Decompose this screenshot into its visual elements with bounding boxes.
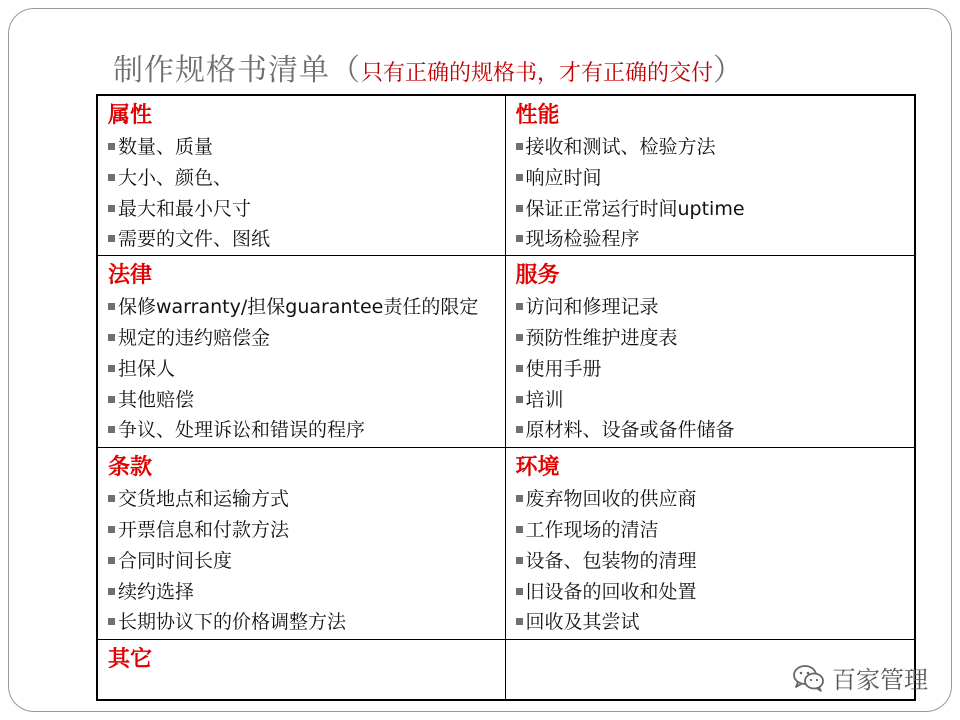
section-cell: [505, 95, 915, 256]
list-item-text: 担保人: [118, 357, 176, 380]
list-item-text: 保修warranty/担保guarantee责任的限定: [118, 296, 479, 319]
square-bullet-icon: [516, 618, 523, 625]
list-item: [108, 577, 505, 608]
square-bullet-icon: [516, 426, 523, 433]
square-bullet-icon: [108, 396, 115, 403]
section-heading: 服务: [515, 263, 560, 289]
list-item-text: 交货地点和运输方式: [118, 488, 290, 511]
square-bullet-icon: [516, 365, 523, 372]
title-close-paren: ）: [713, 53, 745, 88]
square-bullet-icon: [108, 588, 115, 595]
section-cell: [97, 640, 505, 700]
list-item: [108, 515, 505, 546]
list-item-text: 其他赔偿: [118, 388, 195, 411]
section-heading: 环境: [515, 455, 560, 481]
square-bullet-icon: [516, 588, 523, 595]
section-item-list: [108, 484, 505, 638]
section-item-list: [108, 132, 505, 255]
watermark-text: 百家管理: [832, 666, 928, 694]
list-item: [108, 194, 505, 225]
title-main: 制作规格书清单: [113, 53, 330, 88]
list-item-text: 预防性维护进度表: [525, 326, 678, 349]
list-item: [516, 323, 915, 354]
section-heading: 条款: [108, 455, 153, 481]
section-cell: [97, 95, 505, 256]
section-heading: 其它: [108, 647, 153, 673]
square-bullet-icon: [516, 174, 523, 181]
section-cell: [505, 256, 915, 448]
list-item: [516, 194, 915, 225]
square-bullet-icon: [108, 205, 115, 212]
square-bullet-icon: [516, 334, 523, 341]
list-item-text: 规定的违约赔偿金: [118, 326, 271, 349]
list-item: [108, 385, 505, 416]
square-bullet-icon: [108, 557, 115, 564]
slide-title: [113, 45, 744, 89]
square-bullet-icon: [108, 426, 115, 433]
list-item: [516, 224, 915, 255]
section-item-list: [516, 132, 915, 255]
list-item-text: 回收及其尝试: [525, 611, 640, 634]
square-bullet-icon: [516, 396, 523, 403]
list-item-text: 原材料、设备或备件储备: [525, 419, 735, 442]
square-bullet-icon: [108, 618, 115, 625]
title-open-paren: （: [330, 53, 361, 88]
list-item: [516, 577, 915, 608]
square-bullet-icon: [516, 143, 523, 150]
list-item-text: 接收和测试、检验方法: [525, 136, 716, 158]
list-item-text: 续约选择: [118, 580, 195, 603]
list-item-text: 开票信息和付款方法: [118, 518, 290, 541]
list-item-text: 废弃物回收的供应商: [525, 488, 697, 511]
list-item-text: 旧设备的回收和处置: [525, 580, 697, 603]
square-bullet-icon: [108, 303, 115, 310]
square-bullet-icon: [108, 526, 115, 533]
watermark: [792, 660, 928, 695]
list-item: [516, 163, 915, 194]
list-item-text: 大小、颜色、: [118, 166, 233, 189]
list-item-text: 需要的文件、图纸: [118, 228, 271, 251]
section-heading: 属性: [108, 103, 153, 128]
list-item-text: 数量、质量: [118, 136, 214, 158]
square-bullet-icon: [108, 495, 115, 502]
list-item: [108, 163, 505, 194]
section-item-list: [516, 292, 915, 446]
list-item: [108, 354, 505, 385]
wechat-icon: [792, 664, 826, 692]
list-item-text: 工作现场的清洁: [525, 518, 659, 541]
title-subtitle: 只有正确的规格书，才有正确的交付: [361, 61, 714, 86]
list-item-text: 响应时间: [525, 166, 602, 189]
section-cell: [97, 448, 505, 640]
square-bullet-icon: [516, 303, 523, 310]
list-item-text: 现场检验程序: [525, 228, 640, 251]
list-item-text: 培训: [525, 388, 564, 411]
list-item: [108, 484, 505, 515]
list-item-text: 争议、处理诉讼和错误的程序: [118, 419, 366, 442]
list-item: [516, 354, 915, 385]
section-cell: [505, 448, 915, 640]
list-item-text: 设备、包装物的清理: [525, 549, 697, 572]
section-heading: 法律: [108, 263, 153, 289]
square-bullet-icon: [108, 334, 115, 341]
section-item-list: [108, 292, 505, 446]
list-item: [516, 132, 915, 163]
square-bullet-icon: [108, 365, 115, 372]
list-item: [108, 224, 505, 255]
square-bullet-icon: [516, 205, 523, 212]
square-bullet-icon: [108, 235, 115, 242]
square-bullet-icon: [516, 526, 523, 533]
list-item-text: 保证正常运行时间uptime: [525, 197, 745, 220]
square-bullet-icon: [516, 495, 523, 502]
list-item: [108, 292, 505, 323]
list-item-text: 最大和最小尺寸: [118, 197, 252, 220]
square-bullet-icon: [108, 143, 115, 150]
list-item: [108, 323, 505, 354]
list-item: [516, 607, 915, 638]
list-item: [108, 132, 505, 163]
list-item: [516, 415, 915, 446]
list-item: [108, 607, 505, 638]
spec-table: [96, 94, 916, 701]
list-item-text: 访问和修理记录: [525, 296, 659, 319]
list-item: [516, 484, 915, 515]
square-bullet-icon: [516, 557, 523, 564]
square-bullet-icon: [108, 174, 115, 181]
list-item-text: 使用手册: [525, 357, 602, 380]
section-cell: [97, 256, 505, 448]
section-heading: 性能: [515, 103, 560, 128]
list-item: [516, 385, 915, 416]
square-bullet-icon: [516, 235, 523, 242]
list-item-text: 长期协议下的价格调整方法: [118, 611, 347, 634]
list-item: [108, 546, 505, 577]
list-item: [516, 546, 915, 577]
list-item: [108, 415, 505, 446]
section-item-list: [516, 484, 915, 638]
list-item-text: 合同时间长度: [118, 549, 233, 572]
list-item: [516, 515, 915, 546]
list-item: [516, 292, 915, 323]
